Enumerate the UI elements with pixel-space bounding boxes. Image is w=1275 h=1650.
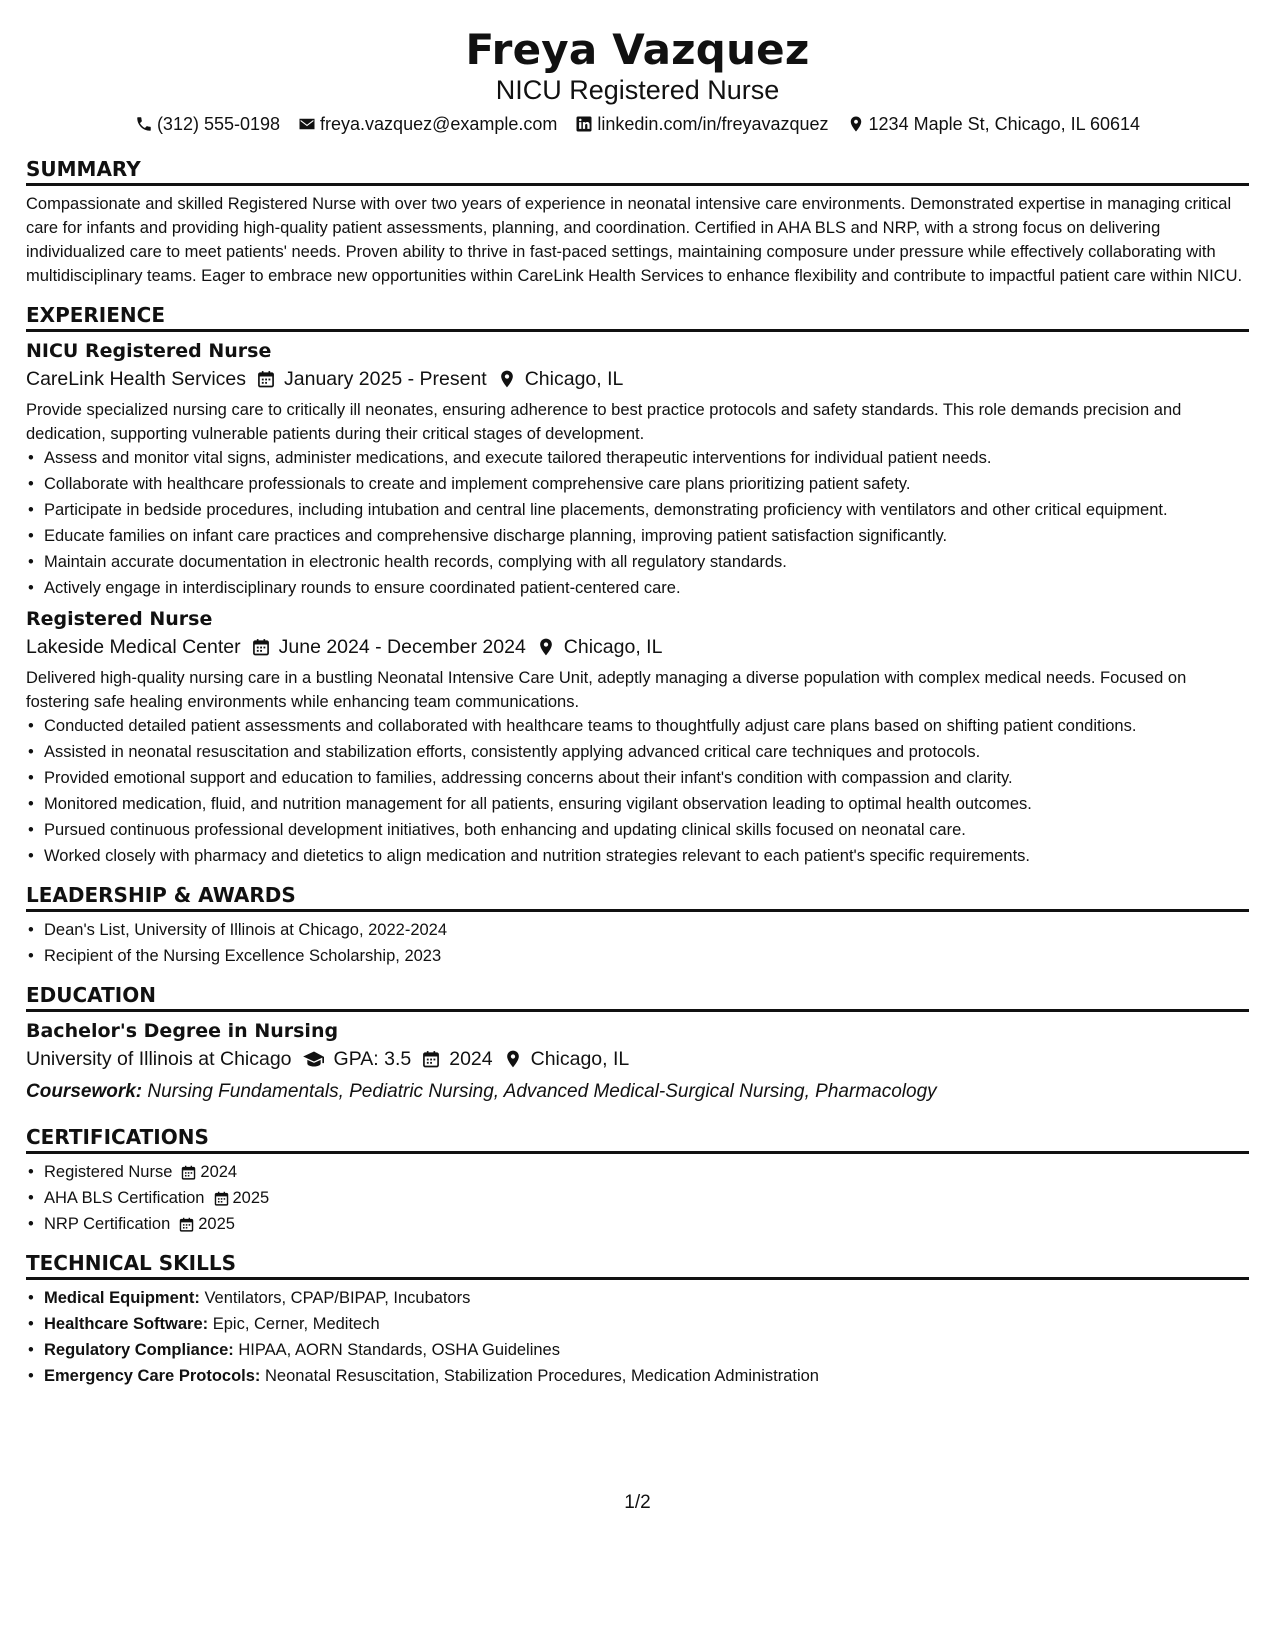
cert-name: • AHA BLS Certification	[44, 1189, 205, 1207]
coursework	[26, 1078, 1249, 1106]
job-meta	[26, 632, 1249, 662]
calendar-icon	[421, 1049, 441, 1069]
phone-icon	[135, 115, 153, 133]
list-item: • Monitored medication, fluid, and nutrition management for all patients, ensuring vigilant observation leading to optimal health outcomes.	[44, 792, 1249, 816]
contact-linkedin[interactable]	[575, 112, 828, 136]
cert-year: 2024	[200, 1163, 238, 1181]
map-pin-icon	[847, 115, 865, 133]
coursework-label: Coursework:	[26, 1081, 143, 1102]
list-item: • Pursued continuous professional development initiatives, both enhancing and updating clinical skills focused on neonatal care.	[44, 818, 1249, 842]
list-item	[44, 1212, 1249, 1236]
candidate-role: NICU Registered Nurse	[495, 75, 780, 105]
contact-phone[interactable]	[135, 112, 280, 136]
graduation-cap-icon	[302, 1049, 326, 1069]
education-meta	[26, 1044, 1249, 1074]
list-item: • Recipient of the Nursing Excellence Scholarship, 2023	[44, 944, 1249, 968]
list-item: • Maintain accurate documentation in electronic health records, complying with all regulatory standards.	[44, 550, 1249, 574]
job-dates-text: June 2024 - December 2024	[278, 636, 526, 658]
skill-label: Emergency Care Protocols:	[44, 1367, 261, 1385]
job-meta	[26, 364, 1249, 394]
skills-list	[26, 1286, 1249, 1388]
job-bullets	[26, 446, 1249, 600]
awards-heading: LEADERSHIP & AWARDS	[26, 882, 1249, 912]
certifications-section	[26, 1124, 1249, 1236]
resume-header	[26, 0, 1249, 136]
page-number: 1/2	[624, 1492, 651, 1513]
job-location	[497, 364, 624, 394]
list-item: • Assisted in neonatal resuscitation and stabilization efforts, consistently applying advanced critical care techniques and protocols.	[44, 740, 1249, 764]
cert-year: 2025	[198, 1215, 235, 1233]
contact-address	[847, 112, 1141, 136]
skills-heading: TECHNICAL SKILLS	[26, 1250, 1249, 1280]
skill-label: Healthcare Software:	[44, 1315, 209, 1333]
location-text: Chicago, IL	[530, 1048, 630, 1070]
job-title: Registered Nurse	[26, 608, 213, 630]
job-location-text: Chicago, IL	[524, 368, 624, 390]
coursework-text: Nursing Fundamentals, Pediatric Nursing, Advanced Medical-Surgical Nursing, Pharmacology	[147, 1081, 937, 1102]
experience-section	[26, 302, 1249, 868]
education-location	[503, 1044, 630, 1074]
linkedin-icon	[575, 115, 593, 133]
gpa-text: GPA: 3.5	[333, 1048, 412, 1070]
skill-label: Regulatory Compliance:	[44, 1341, 234, 1359]
skill-value: Neonatal Resuscitation, Stabilization Procedures, Medication Administration	[265, 1367, 819, 1385]
education-year	[421, 1044, 492, 1074]
list-item: • Conducted detailed patient assessments and collaborated with healthcare teams to thoughtfully adjust care plans based on shifting patient conditions.	[44, 714, 1249, 738]
list-item: • Worked closely with pharmacy and dietetics to align medication and nutrition strategies relevant to each patient's specific requirements.	[44, 844, 1249, 868]
job-entry	[26, 338, 1249, 600]
job-description: Provide specialized nursing care to critically ill neonates, ensuring adherence to best practice protocols and safety standards. This role demands precision and dedication, supporting vulnerable patients during their critical stages of development.	[26, 401, 1182, 443]
list-item: • Participate in bedside procedures, including intubation and central line placements, demonstrating proficiency with ventilators and other critical equipment.	[44, 498, 1249, 522]
skill-value: Epic, Cerner, Meditech	[212, 1315, 380, 1333]
address-text: 1234 Maple St, Chicago, IL 60614	[868, 114, 1141, 134]
map-pin-icon	[497, 369, 517, 389]
degree-title: Bachelor's Degree in Nursing	[26, 1020, 339, 1042]
job-title: NICU Registered Nurse	[26, 340, 272, 362]
calendar-icon	[256, 369, 276, 389]
summary-text: Compassionate and skilled Registered Nurse with over two years of experience in neonatal intensive care environments. Demonstrated expertise in managing critical care for infants and providing high-quality patient assessments, planning, and coordination. Certified in AHA BLS and NRP, with a strong focus on delivering individualized care to meet patients' needs. Proven ability to thrive in fast-paced settings, maintaining composure under pressure while effectively collaborating with multidisciplinary teams. Eager to embrace new opportunities within CareLink Health Services to enhance flexibility and contribute to impactful patient care within NICU.	[26, 195, 1243, 285]
job-location-text: Chicago, IL	[563, 636, 663, 658]
job-description: Delivered high-quality nursing care in a bustling Neonatal Intensive Care Unit, adeptly managing a diverse population with complex medical needs. Focused on fostering safe healing environments while enhancing team communications.	[26, 669, 1187, 711]
job-company: Lakeside Medical Center	[26, 636, 241, 658]
map-pin-icon	[503, 1049, 523, 1069]
education-heading: EDUCATION	[26, 982, 1249, 1012]
list-item: • Actively engage in interdisciplinary rounds to ensure coordinated patient-centered care.	[44, 576, 1249, 600]
job-dates-text: January 2025 - Present	[284, 368, 487, 390]
contact-email[interactable]	[298, 112, 557, 136]
linkedin-text: linkedin.com/in/freyavazquez	[597, 114, 829, 134]
list-item: • Educate families on infant care practices and comprehensive discharge planning, improving patient satisfaction significantly.	[44, 524, 1249, 548]
job-entry	[26, 606, 1249, 868]
job-dates	[256, 364, 487, 394]
calendar-icon	[213, 1190, 230, 1207]
certifications-heading: CERTIFICATIONS	[26, 1124, 1249, 1154]
list-item: • Dean's List, University of Illinois at Chicago, 2022-2024	[44, 918, 1249, 942]
list-item: • Assess and monitor vital signs, administer medications, and execute tailored therapeutic interventions for individual patient needs.	[44, 446, 1249, 470]
experience-heading: EXPERIENCE	[26, 302, 1249, 332]
calendar-icon	[178, 1216, 195, 1233]
awards-list	[26, 918, 1249, 968]
list-item: • Collaborate with healthcare professionals to create and implement comprehensive care plans prioritizing patient safety.	[44, 472, 1249, 496]
list-item	[44, 1312, 1249, 1336]
phone-text: (312) 555-0198	[156, 114, 281, 134]
education-gpa	[302, 1044, 412, 1074]
job-bullets	[26, 714, 1249, 868]
summary-heading: SUMMARY	[26, 156, 1249, 186]
job-location	[536, 632, 663, 662]
skill-value: HIPAA, AORN Standards, OSHA Guidelines	[238, 1341, 560, 1359]
skill-label: Medical Equipment:	[44, 1289, 200, 1307]
job-dates	[251, 632, 526, 662]
cert-year: 2025	[232, 1189, 270, 1207]
calendar-icon	[180, 1164, 197, 1181]
list-item	[44, 1186, 1249, 1210]
list-item: • Provided emotional support and education to families, addressing concerns about their infant's condition with compassion and clarity.	[44, 766, 1249, 790]
summary-section	[26, 156, 1249, 288]
certifications-list	[26, 1160, 1249, 1236]
skill-value: Ventilators, CPAP/BIPAP, Incubators	[204, 1289, 471, 1307]
map-pin-icon	[536, 637, 556, 657]
list-item	[44, 1338, 1249, 1362]
skills-section	[26, 1250, 1249, 1388]
education-section	[26, 982, 1249, 1106]
list-item	[44, 1364, 1249, 1388]
awards-section	[26, 882, 1249, 968]
email-text: freya.vazquez@example.com	[320, 114, 558, 134]
school-name: University of Illinois at Chicago	[26, 1048, 292, 1070]
candidate-name: Freya Vazquez	[465, 25, 810, 74]
envelope-icon	[298, 115, 316, 133]
year-text: 2024	[449, 1048, 493, 1070]
job-company: CareLink Health Services	[26, 368, 247, 390]
contact-bar	[26, 112, 1249, 136]
list-item	[44, 1286, 1249, 1310]
cert-name: • Registered Nurse	[44, 1163, 173, 1181]
list-item	[44, 1160, 1249, 1184]
cert-name: • NRP Certification	[44, 1215, 171, 1233]
calendar-icon	[251, 637, 271, 657]
